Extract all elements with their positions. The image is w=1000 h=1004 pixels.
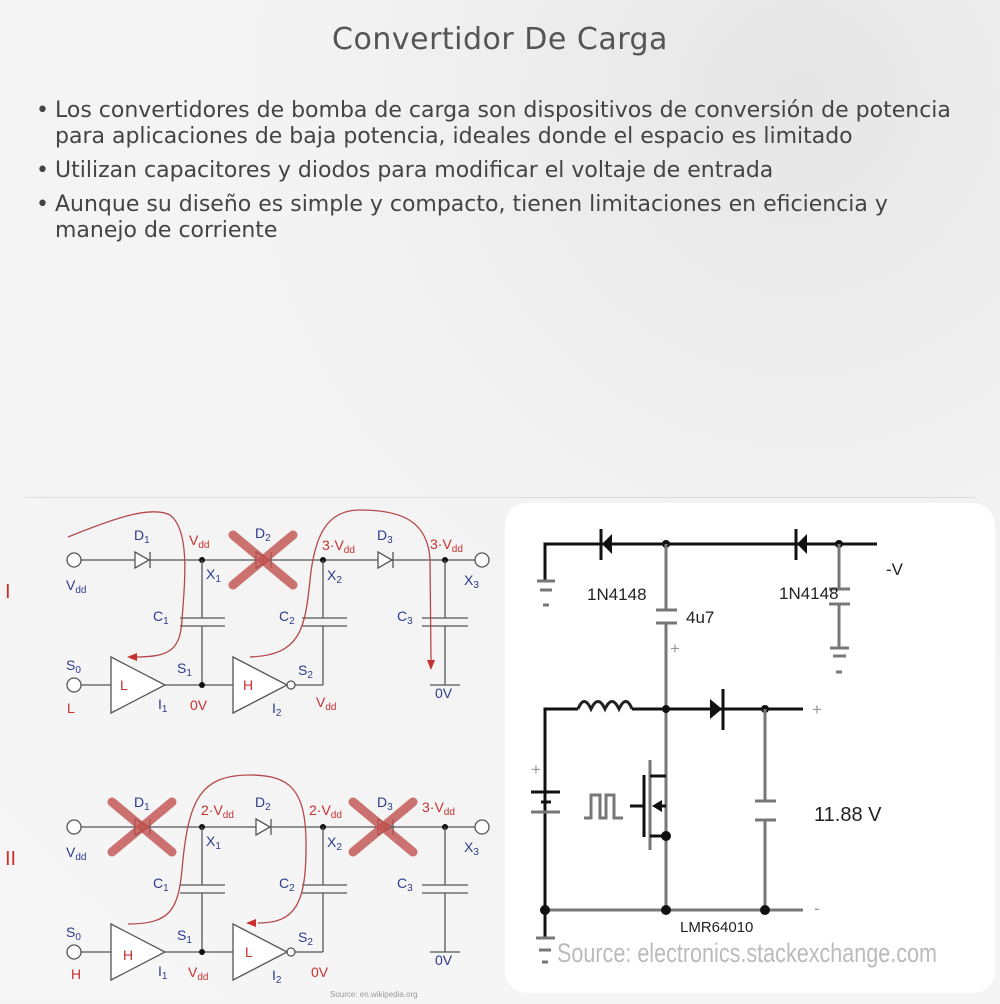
label-s0-state: H (71, 966, 82, 982)
label-x2: $X_2$ (327, 567, 342, 586)
label-s0: $S_0$ (66, 924, 81, 943)
label-vdd-in: $V_{dd}$ (66, 577, 87, 596)
label-s1: $S_1$ (177, 660, 192, 679)
label-d2: $D_2$ (255, 794, 271, 813)
image-source: Source: en.wikipedia.org (330, 990, 418, 999)
label-diode-2: 1N4148 (779, 584, 839, 603)
arrow-icon (427, 660, 435, 670)
image-source: Source: electronics.stackexchange.com (557, 938, 937, 968)
bullet-text: Aunque su diseño es simple y compacto, tienen limitaciones en eficiencia y manejo de corriente (55, 192, 888, 243)
bullet-dot: • (36, 192, 49, 217)
page-title: Convertidor De Carga (332, 22, 668, 57)
stage-1 (5, 510, 489, 719)
label-c1: $C_1$ (153, 608, 169, 627)
bullet-item (30, 98, 970, 150)
label-node3-voltage: $3\cdot V_{dd}$ (422, 799, 455, 818)
label-buffer-state: H (123, 947, 134, 963)
charge-pump-diagram (0, 500, 500, 1000)
label-inverter-state: L (245, 944, 253, 960)
label-c3: $C_3$ (397, 608, 413, 627)
label-c2: $C_2$ (279, 608, 295, 627)
bullet-list (30, 98, 970, 252)
label-d3: $D_3$ (377, 527, 393, 546)
label-d3: $D_3$ (377, 794, 393, 813)
label-x3: $X_3$ (464, 572, 479, 591)
label-s2-voltage: 0V (311, 964, 329, 980)
label-vdd-in: $V_{dd}$ (66, 844, 87, 863)
label-s0: $S_0$ (66, 657, 81, 676)
label-node2-voltage: $3\cdot V_{dd}$ (322, 537, 355, 556)
label-c1: $C_1$ (153, 875, 169, 894)
label-i1: $I_1$ (158, 696, 168, 715)
label-i2: $I_2$ (272, 700, 282, 719)
label-c3: $C_3$ (397, 875, 413, 894)
label-node2-voltage: $2\cdot V_{dd}$ (309, 802, 342, 821)
bullet-dot: • (36, 158, 49, 183)
arrow-icon (127, 653, 137, 661)
label-output-minus: - (814, 899, 820, 918)
label-node1-voltage: $V_{dd}$ (189, 532, 210, 551)
label-s0-state: L (67, 700, 75, 716)
charge-pump-svg (0, 500, 500, 1000)
label-s1: $S_1$ (177, 927, 192, 946)
label-s2: $S_2$ (298, 662, 313, 681)
divider (25, 497, 975, 498)
label-x3: $X_3$ (464, 839, 479, 858)
label-d1: $D_1$ (134, 794, 150, 813)
stage-numeral: II (5, 848, 17, 870)
bullet-dot: • (36, 98, 49, 123)
label-s1-voltage: 0V (190, 697, 208, 713)
label-s2: $S_2$ (298, 929, 313, 948)
stage-2 (5, 775, 489, 986)
label-cap-plus: + (670, 639, 680, 658)
label-x2: $X_2$ (327, 834, 342, 853)
label-node3-voltage: $3\cdot V_{dd}$ (430, 536, 463, 555)
label-ground: 0V (435, 952, 453, 968)
label-d2: $D_2$ (255, 525, 271, 544)
label-ground: 0V (435, 685, 453, 701)
label-diode-1: 1N4148 (587, 585, 647, 604)
bullet-item (30, 158, 970, 184)
label-chip: LMR64010 (680, 919, 754, 936)
label-x1: $X_1$ (206, 833, 221, 852)
bullet-text: Utilizan capacitores y diodos para modificar el voltaje de entrada (55, 158, 774, 183)
label-battery-plus: + (531, 760, 541, 779)
label-x1: $X_1$ (206, 566, 221, 585)
bullet-text: Los convertidores de bomba de carga son dispositivos de conversión de potencia para aplicaciones de baja potencia, ideales donde el espacio es limitado (55, 98, 951, 149)
label-capacitor: 4u7 (686, 608, 715, 627)
label-buffer-state: L (120, 677, 128, 693)
stage-numeral: I (5, 581, 11, 603)
bullet-item (30, 192, 970, 244)
label-inverter-state: H (243, 677, 254, 693)
label-i1: $I_1$ (158, 963, 168, 982)
label-i2: $I_2$ (272, 967, 282, 986)
label-output-plus: + (812, 700, 822, 719)
boost-converter-svg (505, 503, 995, 993)
label-node1-voltage: $2\cdot V_{dd}$ (201, 802, 234, 821)
label-negative-output: -V (886, 560, 903, 579)
arrow-icon (246, 919, 256, 927)
label-output-voltage: 11.88 V (814, 804, 882, 826)
label-s1-voltage: $V_{dd}$ (188, 964, 209, 983)
label-d1: $D_1$ (134, 527, 150, 546)
boost-converter-panel (505, 503, 995, 993)
label-c2: $C_2$ (279, 875, 295, 894)
label-s2-voltage: $V_{dd}$ (316, 694, 337, 713)
